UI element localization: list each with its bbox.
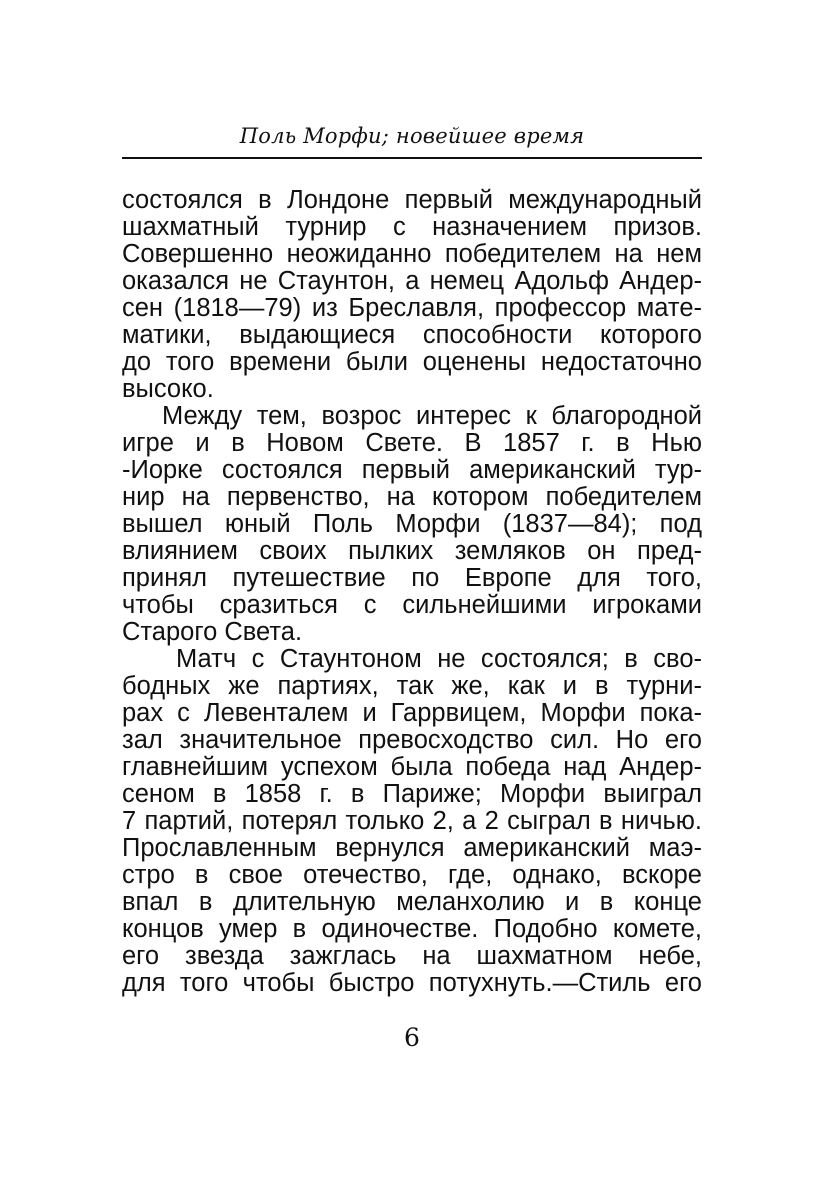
text-line: до того времени были оценены недостаточно: [122, 348, 702, 376]
text-line: шахматный турнир с назначением призов.: [122, 213, 702, 241]
text-line: сен (1818—79) из Бреславля, профессор мате-: [122, 294, 702, 322]
text-line: сеном в 1858 г. в Париже; Морфи выиграл: [122, 780, 702, 808]
text-line: состоялся в Лондоне первый международный: [122, 186, 702, 214]
text-line: впал в длительную меланхолию и в конце: [122, 888, 702, 916]
text-line: Старого Света.: [122, 618, 303, 646]
running-title: Поль Морфи; новейшее время: [239, 124, 585, 148]
text-line: -Иорке состоялся первый американский тур-: [122, 456, 702, 484]
text-line: влиянием своих пылких земляков он пред-: [122, 537, 702, 565]
text-line: игре и в Новом Свете. В 1857 г. в Нью: [122, 429, 702, 457]
text-line: для того чтобы быстро потухнуть.—Стиль его: [122, 969, 702, 997]
text-line: вышел юный Поль Морфи (1837—84); под: [122, 510, 702, 538]
text-line: Прославленным вернулся американский маэ-: [122, 834, 702, 862]
text-line: Матч с Стаунтоном не состоялся; в сво-: [176, 645, 702, 673]
text-line: Между тем, возрос интерес к благородной: [162, 402, 702, 430]
text-line: концов умер в одиночестве. Подобно комете,: [122, 915, 702, 943]
text-line: Совершенно неожиданно победителем на нем: [122, 240, 702, 268]
body-text: [122, 187, 702, 997]
text-line: главнейшим успехом была победа над Андер-: [122, 753, 702, 781]
text-line: 7 партий, потерял только 2, а 2 сыграл в ничью.: [122, 807, 702, 835]
text-line: его звезда зажглась на шахматном небе,: [122, 942, 702, 970]
text-line: стро в свое отечество, где, однако, вскоре: [122, 861, 702, 889]
text-line: матики, выдающиеся способности которого: [122, 321, 702, 349]
header-rule: [122, 157, 702, 159]
text-line: зал значительное превосходство сил. Но его: [122, 726, 702, 754]
text-line: оказался не Стаунтон, а немец Адольф Андер-: [122, 267, 702, 295]
text-line: принял путешествие по Европе для того,: [122, 564, 702, 592]
text-line: нир на первенство, на котором победителем: [122, 483, 702, 511]
text-line: высоко.: [122, 375, 214, 403]
page-number: 6: [404, 1023, 420, 1052]
text-line: чтобы сразиться с сильнейшими игроками: [122, 591, 702, 619]
text-line: рах с Левенталем и Гаррвицем, Морфи пока-: [122, 699, 702, 727]
text-line: бодных же партиях, так же, как и в турни-: [122, 672, 702, 700]
